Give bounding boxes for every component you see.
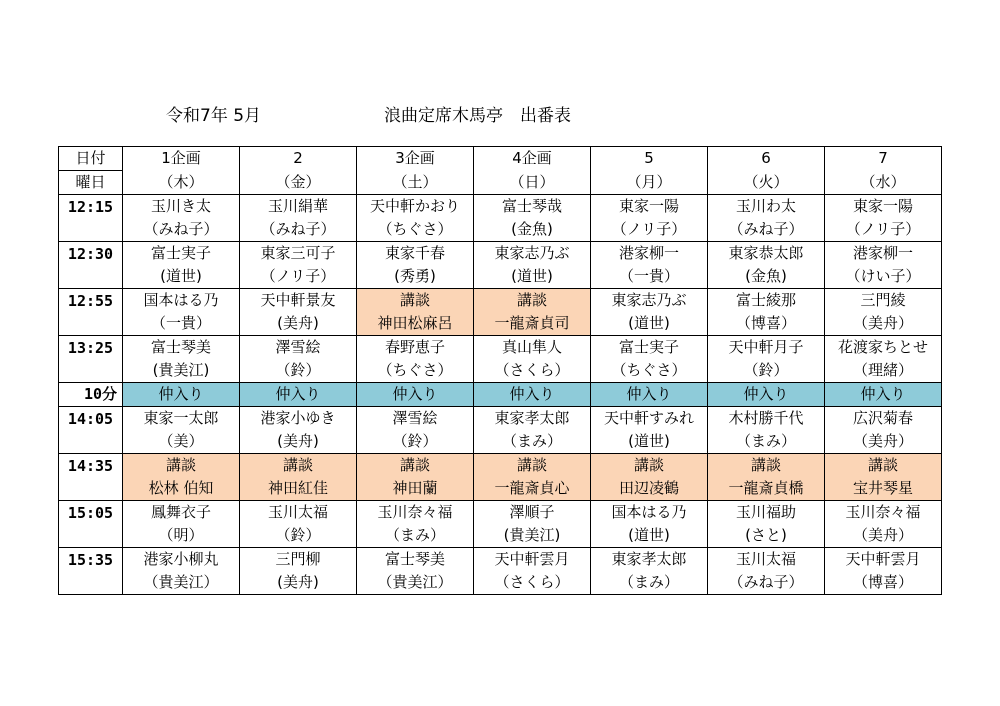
shamisen-player: （貴美江） (123, 571, 240, 595)
shamisen-player: (美舟) (240, 571, 357, 595)
day-date: 5 (591, 147, 708, 171)
shamisen-player: （みね子） (240, 218, 357, 242)
day-weekday: （木） (123, 171, 240, 195)
performer-name: 三門綾 (825, 289, 942, 313)
slot-row-sub (59, 218, 942, 242)
performer-name: 澤順子 (474, 501, 591, 525)
kodan-performer-name: 宝井琴星 (825, 477, 942, 501)
day-weekday: （土） (357, 171, 474, 195)
shamisen-player: （ノリ子） (240, 265, 357, 289)
slot-row (59, 336, 942, 360)
shamisen-player: （まみ） (591, 571, 708, 595)
shamisen-player: （美） (123, 430, 240, 454)
kodan-performer-name: 神田松麻呂 (357, 312, 474, 336)
shamisen-player: （美舟） (825, 524, 942, 548)
shamisen-player: (秀勇) (357, 265, 474, 289)
shamisen-player: (美舟) (240, 312, 357, 336)
performer-name: 東家志乃ぶ (591, 289, 708, 313)
performer-name: 玉川太福 (708, 548, 825, 572)
day-date: 7 (825, 147, 942, 171)
kodan-tag: 講談 (123, 454, 240, 478)
performer-name: 国本はる乃 (591, 501, 708, 525)
day-date: 1企画 (123, 147, 240, 171)
performer-name: 東家一陽 (825, 195, 942, 219)
performer-name: 富士実子 (123, 242, 240, 266)
performer-name: 東家志乃ぶ (474, 242, 591, 266)
shamisen-player: （ちぐさ） (357, 218, 474, 242)
shamisen-player: （明） (123, 524, 240, 548)
kodan-performer-name: 神田紅佳 (240, 477, 357, 501)
performer-name: 東家恭太郎 (708, 242, 825, 266)
shamisen-player: （まみ） (357, 524, 474, 548)
performer-name: 澤雪絵 (240, 336, 357, 360)
performer-name: 富士琴美 (123, 336, 240, 360)
performer-name: 富士実子 (591, 336, 708, 360)
kodan-performer-name: 一龍斎貞橋 (708, 477, 825, 501)
performer-name: 木村勝千代 (708, 407, 825, 431)
performer-name: 玉川奈々福 (825, 501, 942, 525)
performer-name: 港家柳一 (825, 242, 942, 266)
performer-name: 鳳舞衣子 (123, 501, 240, 525)
day-date: 3企画 (357, 147, 474, 171)
kodan-performer-name: 松林 伯知 (123, 477, 240, 501)
performer-name: 東家孝太郎 (591, 548, 708, 572)
break-label: 仲入り (591, 383, 708, 407)
kodan-tag: 講談 (825, 454, 942, 478)
day-date: 2 (240, 147, 357, 171)
shamisen-player: (道世) (591, 524, 708, 548)
kodan-tag: 講談 (591, 454, 708, 478)
slot-row-sub (59, 571, 942, 595)
performer-name: 東家千春 (357, 242, 474, 266)
date-label: 日付 (59, 147, 123, 171)
shamisen-player: （鈴） (240, 524, 357, 548)
performer-name: 春野恵子 (357, 336, 474, 360)
shamisen-player: （まみ） (474, 430, 591, 454)
performer-name: 富士綾那 (708, 289, 825, 313)
shamisen-player: (貴美江) (474, 524, 591, 548)
schedule-period: 令和7年 5月 (166, 106, 262, 126)
performer-name: 天中軒景友 (240, 289, 357, 313)
performer-name: 真山隼人 (474, 336, 591, 360)
slot-time: 12:30 (59, 242, 123, 289)
kodan-performer-name: 一龍斎貞司 (474, 312, 591, 336)
shamisen-player: （鈴） (708, 359, 825, 383)
performer-name: 天中軒雲月 (474, 548, 591, 572)
shamisen-player: （一貴） (123, 312, 240, 336)
schedule-table (58, 146, 942, 595)
kodan-performer-name: 神田蘭 (357, 477, 474, 501)
slot-time: 15:05 (59, 501, 123, 548)
performer-name: 玉川絹華 (240, 195, 357, 219)
shamisen-player: (道世) (591, 430, 708, 454)
shamisen-player: （鈴） (357, 430, 474, 454)
performer-name: 天中軒かおり (357, 195, 474, 219)
performer-name: 天中軒すみれ (591, 407, 708, 431)
break-label: 仲入り (240, 383, 357, 407)
performer-name: 富士琴美 (357, 548, 474, 572)
shamisen-player: （美舟） (825, 312, 942, 336)
performer-name: 東家一太郎 (123, 407, 240, 431)
performer-name: 玉川わ太 (708, 195, 825, 219)
shamisen-player: （ノリ子） (591, 218, 708, 242)
shamisen-player: （みね子） (708, 571, 825, 595)
weekday-row (59, 171, 942, 195)
performer-name: 三門柳 (240, 548, 357, 572)
performer-name: 天中軒月子 (708, 336, 825, 360)
shamisen-player: （ちぐさ） (591, 359, 708, 383)
day-date: 4企画 (474, 147, 591, 171)
slot-row-sub (59, 312, 942, 336)
slot-row (59, 548, 942, 572)
shamisen-player: （みね子） (123, 218, 240, 242)
break-label: 仲入り (708, 383, 825, 407)
performer-name: 玉川奈々福 (357, 501, 474, 525)
performer-name: 澤雪絵 (357, 407, 474, 431)
slot-time: 12:15 (59, 195, 123, 242)
break-label: 仲入り (474, 383, 591, 407)
kodan-tag: 講談 (708, 454, 825, 478)
break-label: 仲入り (825, 383, 942, 407)
shamisen-player: （一貴） (591, 265, 708, 289)
schedule-title: 浪曲定席木馬亭 出番表 (384, 106, 571, 126)
slot-row (59, 289, 942, 313)
performer-name: 花渡家ちとせ (825, 336, 942, 360)
kodan-tag: 講談 (474, 289, 591, 313)
shamisen-player: (道世) (474, 265, 591, 289)
slot-row-sub (59, 359, 942, 383)
kodan-tag: 講談 (357, 454, 474, 478)
day-weekday: （水） (825, 171, 942, 195)
shamisen-player: （さくら） (474, 359, 591, 383)
shamisen-player: （さくら） (474, 571, 591, 595)
shamisen-player: （ノリ子） (825, 218, 942, 242)
performer-name: 港家柳一 (591, 242, 708, 266)
shamisen-player: (美舟) (240, 430, 357, 454)
kodan-tag: 講談 (357, 289, 474, 313)
shamisen-player: (金魚) (708, 265, 825, 289)
shamisen-player: （博喜） (708, 312, 825, 336)
performer-name: 東家孝太郎 (474, 407, 591, 431)
shamisen-player: (金魚) (474, 218, 591, 242)
slot-row-sub (59, 430, 942, 454)
day-weekday: （月） (591, 171, 708, 195)
shamisen-player: (貴美江) (123, 359, 240, 383)
day-weekday: （火） (708, 171, 825, 195)
shamisen-player: （理緒） (825, 359, 942, 383)
performer-name: 東家一陽 (591, 195, 708, 219)
weekday-label: 曜日 (59, 171, 123, 195)
break-label: 仲入り (357, 383, 474, 407)
slot-time: 12:55 (59, 289, 123, 336)
slot-row (59, 195, 942, 219)
performer-name: 東家三可子 (240, 242, 357, 266)
slot-time: 14:05 (59, 407, 123, 454)
slot-row (59, 501, 942, 525)
performer-name: 玉川太福 (240, 501, 357, 525)
day-weekday: （日） (474, 171, 591, 195)
slot-row (59, 407, 942, 431)
shamisen-player: (道世) (591, 312, 708, 336)
kodan-tag: 講談 (474, 454, 591, 478)
shamisen-player: (道世) (123, 265, 240, 289)
slot-time: 14:35 (59, 454, 123, 501)
performer-name: 国本はる乃 (123, 289, 240, 313)
shamisen-player: （貴美江） (357, 571, 474, 595)
shamisen-player: （まみ） (708, 430, 825, 454)
day-date: 6 (708, 147, 825, 171)
performer-name: 富士琴哉 (474, 195, 591, 219)
slot-row-sub (59, 477, 942, 501)
slot-row-sub (59, 265, 942, 289)
performer-name: 玉川福助 (708, 501, 825, 525)
break-row (59, 383, 942, 407)
day-weekday: （金） (240, 171, 357, 195)
slot-time: 15:35 (59, 548, 123, 595)
slot-row (59, 454, 942, 478)
performer-name: 玉川き太 (123, 195, 240, 219)
kodan-tag: 講談 (240, 454, 357, 478)
slot-row-sub (59, 524, 942, 548)
slot-row (59, 242, 942, 266)
shamisen-player: (さと) (708, 524, 825, 548)
date-row (59, 147, 942, 171)
kodan-performer-name: 田辺凌鶴 (591, 477, 708, 501)
kodan-performer-name: 一龍斎貞心 (474, 477, 591, 501)
slot-time: 13:25 (59, 336, 123, 383)
shamisen-player: （美舟） (825, 430, 942, 454)
shamisen-player: （ちぐさ） (357, 359, 474, 383)
performer-name: 港家小柳丸 (123, 548, 240, 572)
shamisen-player: （けい子） (825, 265, 942, 289)
break-label: 仲入り (123, 383, 240, 407)
shamisen-player: （博喜） (825, 571, 942, 595)
shamisen-player: （鈴） (240, 359, 357, 383)
performer-name: 天中軒雲月 (825, 548, 942, 572)
break-duration: 10分 (59, 383, 123, 407)
performer-name: 港家小ゆき (240, 407, 357, 431)
shamisen-player: （みね子） (708, 218, 825, 242)
performer-name: 広沢菊春 (825, 407, 942, 431)
